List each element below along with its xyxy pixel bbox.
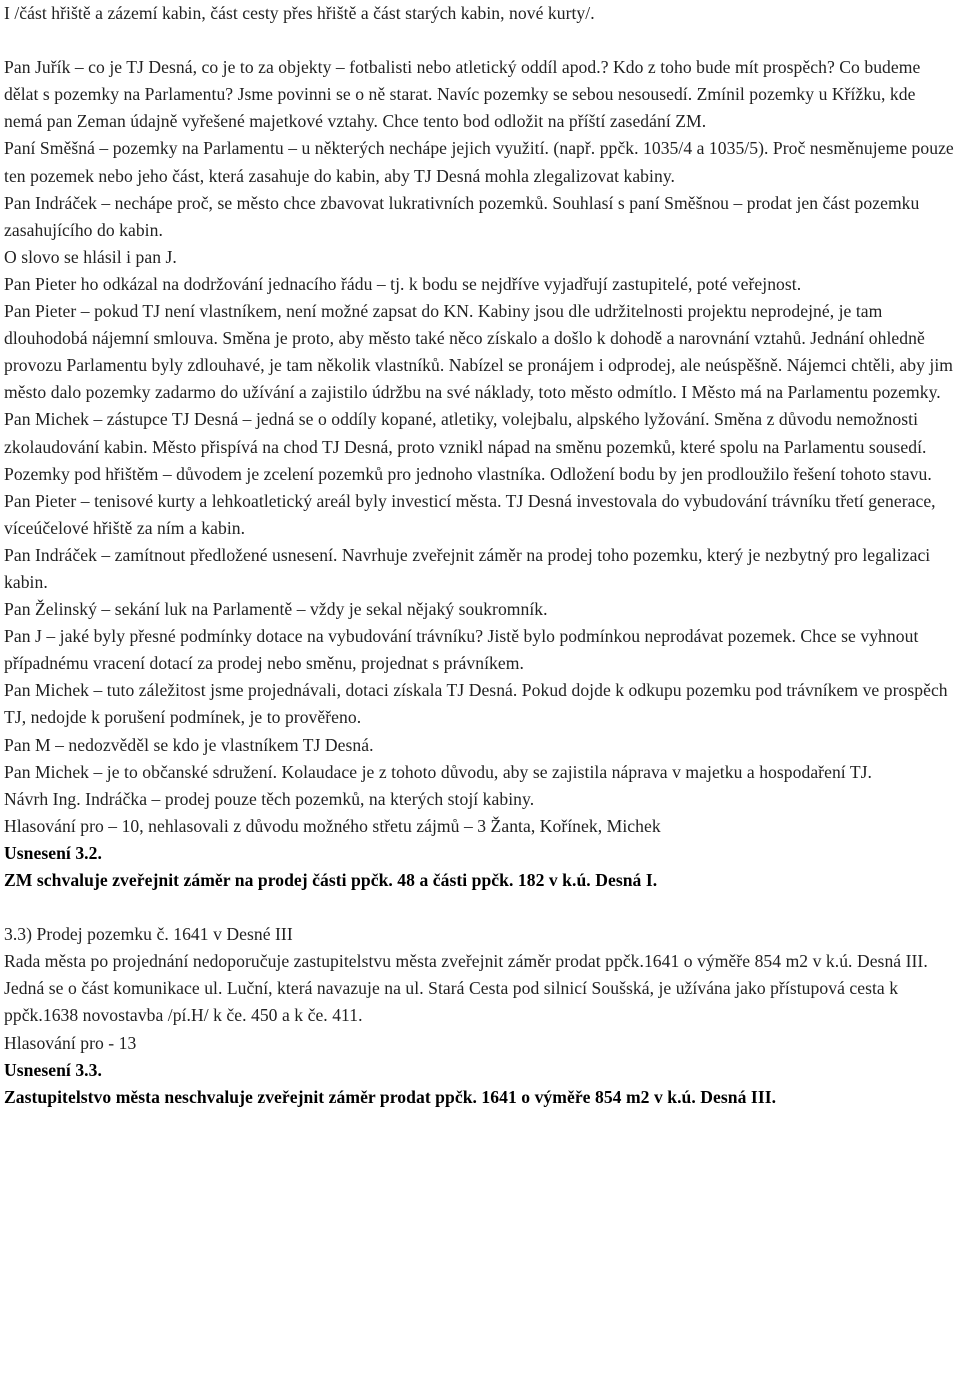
- paragraph: Hlasování pro - 13: [4, 1032, 137, 1053]
- paragraph: O slovo se hlásil i pan J.: [4, 246, 177, 267]
- paragraph: Paní Směšná – pozemky na Parlamentu – u některých nechápe jejich využití. (např. ppčk. 1035/4 a 1035/5). Proč nesměnujeme pouze ten pozemek nebo jeho část, která zasahuje do kabin, aby TJ Desná mohla zlegalizovat kabiny.: [4, 138, 954, 186]
- paragraph: Pan Pieter – tenisové kurty a lehkoatletický areál byly investicí města. TJ Desná investovala do vybudování trávníku třetí generace, víceúčelové hřiště za ním a kabin.: [4, 490, 936, 538]
- paragraph: Rada města po projednání nedoporučuje zastupitelstvu města zveřejnit záměr prodat ppčk.1641 o výměře 854 m2 v k.ú. Desná III. Jedná se o část komunikace ul. Luční, která navazuje na ul. Stará Cesta pod silnicí Soušská, je užívána jako přístupová cesta k ppčk.1638 novostavba /pí.H/ k če. 450 a k če. 411.: [4, 951, 928, 1026]
- blank-line: [4, 27, 958, 54]
- paragraph: Pan J – jaké byly přesné podmínky dotace na vybudování trávníku? Jistě bylo podmínkou neprodávat pozemek. Chce se vyhnout případnému vracení dotací za prodej nebo směnu, projednat s právníkem.: [4, 626, 919, 674]
- paragraph: Pan Pieter ho odkázal na dodržování jednacího řádu – tj. k bodu se nejdříve vyjadřují zastupitelé, poté veřejnost.: [4, 273, 802, 294]
- resolution-text: Usnesení 3.2.: [4, 842, 102, 863]
- paragraph: Hlasování pro – 10, nehlasovali z důvodu možného střetu zájmů – 3 Žanta, Kořínek, Michek: [4, 815, 661, 836]
- resolution-text: Zastupitelstvo města neschvaluje zveřejnit záměr prodat ppčk. 1641 o výměře 854 m2 v k.ú. Desná III.: [4, 1086, 777, 1107]
- paragraph: Pan M – nedozvěděl se kdo je vlastníkem TJ Desná.: [4, 734, 374, 755]
- resolution-text: Usnesení 3.3.: [4, 1059, 102, 1080]
- paragraph: I /část hřiště a zázemí kabin, část cesty přes hřiště a část starých kabin, nové kurty/.: [4, 3, 595, 23]
- paragraph: Pan Michek – zástupce TJ Desná – jedná se o oddíly kopané, atletiky, volejbalu, alpského lyžování. Směna z důvodu nemožnosti zkolaudování kabin. Město přispívá na chod TJ Desná, proto vznikl nápad na směnu pozemků, které spolu na Parlamentu sousedí. Pozemky pod hřištěm – důvodem je zcelení pozemků pro jednoho vlastníka. Odložení bodu by jen prodloužilo řešení tohoto stavu.: [4, 409, 932, 484]
- document-body: [4, 0, 958, 1111]
- paragraph: Pan Michek – je to občanské sdružení. Kolaudace je z tohoto důvodu, aby se zajistila náprava v majetku a hospodaření TJ.: [4, 761, 873, 782]
- paragraph: Pan Juřík – co je TJ Desná, co je to za objekty – fotbalisti nebo atletický oddíl apod.? Kdo z toho bude mít prospěch? Co budeme dělat s pozemky na Parlamentu? Jsme povinni se o ně starat. Navíc pozemky se sebou nesousedí. Zmínil pozemky u Křížku, kde nemá pan Zeman údajně vyřešené majetkové vztahy. Chce tento bod odložit na příští zasedání ZM.: [4, 57, 921, 132]
- paragraph: Pan Želinský – sekání luk na Parlamentě – vždy je sekal nějaký soukromník.: [4, 599, 548, 620]
- paragraph: Návrh Ing. Indráčka – prodej pouze těch pozemků, na kterých stojí kabiny.: [4, 788, 535, 809]
- blank-line: [4, 894, 958, 921]
- paragraph: Pan Michek – tuto záležitost jsme projednávali, dotaci získala TJ Desná. Pokud dojde k odkupu pozemku pod trávníkem ve prospěch TJ, nedojde k porušení podmínek, je to prověřeno.: [4, 680, 948, 728]
- paragraph: Pan Pieter – pokud TJ není vlastníkem, není možné zapsat do KN. Kabiny jsou dle udržitelnosti projektu neprodejné, je tam dlouhodobá nájemní smlouva. Směna je proto, aby město také něco získalo a došlo k dohodě a narovnání vztahů. Jednání ohledně provozu Parlamentu byly zdlouhavé, je tam několik vlastníků. Nabízel se pronájem i odprodej, ale neúspěšně. Nájemci chtěli, aby jim město dalo pozemky zadarmo do užívání a zajistilo údržbu na své náklady, toto město odmítlo. I Město má na Parlamentu pozemky.: [4, 301, 954, 403]
- paragraph: Pan Indráček – zamítnout předložené usnesení. Navrhuje zveřejnit záměr na prodej toho pozemku, který je nezbytný pro legalizaci kabin.: [4, 544, 931, 592]
- resolution-text: ZM schvaluje zveřejnit záměr na prodej části ppčk. 48 a části ppčk. 182 v k.ú. Desná I.: [4, 870, 658, 890]
- paragraph: 3.3) Prodej pozemku č. 1641 v Desné III: [4, 924, 293, 945]
- paragraph: Pan Indráček – nechápe proč, se město chce zbavovat lukrativních pozemků. Souhlasí s paní Směšnou – prodat jen část pozemku zasahujícího do kabin.: [4, 192, 920, 240]
